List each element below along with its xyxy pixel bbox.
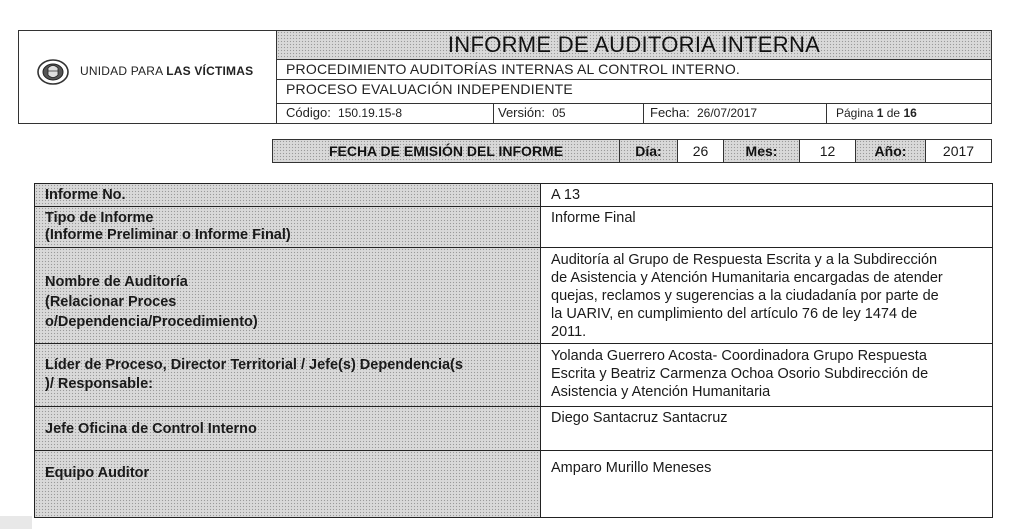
row-value: quejas, reclamos y sugerencias a la ciudadanía por parte de [551, 288, 939, 304]
page-total: 16 [903, 106, 917, 120]
row-label: Informe No. [45, 187, 126, 203]
row-value: Auditoría al Grupo de Respuesta Escrita y a la Subdirección [551, 252, 938, 268]
date-field [650, 105, 757, 120]
month-label: Mes: [723, 140, 799, 162]
table-row [35, 206, 992, 247]
meta-separator [826, 104, 827, 124]
day-label: Día: [619, 140, 677, 162]
logo-wordmark [80, 64, 253, 78]
row-label-cell [35, 207, 540, 247]
row-label-cell [35, 248, 540, 343]
header-divider [277, 103, 991, 104]
row-label-cell [35, 184, 540, 206]
code-value: 150.19.15-8 [338, 106, 403, 120]
row-label: Nombre de Auditoría [45, 274, 188, 290]
code-label: Código: [286, 105, 331, 120]
version-label: Versión: [498, 105, 545, 120]
row-label-cell [35, 407, 540, 450]
page-label: Página [836, 106, 874, 120]
month-value: 12 [799, 140, 855, 162]
row-value: 2011. [551, 324, 587, 340]
page-current: 1 [876, 106, 884, 120]
row-value: la UARIV, en cumplimiento del artículo 76 de ley 1474 de [551, 306, 918, 322]
row-value: Escrita y Beatriz Carmenza Ochoa Osorio Subdirección de [551, 366, 929, 382]
document-title: INFORME DE AUDITORIA INTERNA [447, 32, 821, 57]
row-label: Tipo de Informe [45, 210, 154, 226]
page-indicator [836, 106, 917, 120]
row-value: Asistencia y Atención Humanitaria [551, 384, 771, 400]
day-value: 26 [677, 140, 723, 162]
page-of: de [886, 106, 901, 120]
row-value-cell [540, 451, 992, 517]
row-value: Informe Final [551, 210, 636, 226]
audit-info-table [34, 183, 993, 518]
emission-date-row [272, 139, 992, 163]
row-value: Yolanda Guerrero Acosta- Coordinadora Grupo Respuesta [551, 348, 927, 364]
header-divider [277, 79, 991, 80]
logo-prefix: UNIDAD PARA [80, 64, 167, 78]
coat-of-arms-icon [36, 58, 70, 86]
procedure-name: PROCEDIMIENTO AUDITORÍAS INTERNAS AL CONTROL INTERNO. [286, 61, 740, 77]
process-name: PROCESO EVALUACIÓN INDEPENDIENTE [286, 81, 573, 97]
row-label: (Relacionar Proces [45, 294, 177, 310]
row-label: Jefe Oficina de Control Interno [45, 421, 257, 437]
row-label: o/Dependencia/Procedimiento) [45, 314, 258, 330]
row-value-cell [540, 184, 992, 206]
date-label: Fecha: [650, 105, 690, 120]
version-value: 05 [552, 106, 566, 120]
row-value-cell [540, 207, 992, 247]
header-divider [277, 59, 991, 60]
logo-emphasis: LAS VÍCTIMAS [166, 64, 254, 78]
table-row [35, 184, 992, 206]
table-row [35, 450, 992, 517]
meta-separator [643, 104, 644, 124]
row-value: de Asistencia y Atención Humanitaria encargadas de atender [551, 270, 943, 286]
row-value: Diego Santacruz Santacruz [551, 410, 728, 426]
row-label: )/ Responsable: [45, 376, 153, 392]
meta-separator [493, 104, 494, 124]
year-value: 2017 [925, 140, 991, 162]
row-label: Equipo Auditor [45, 465, 150, 481]
row-label: Líder de Proceso, Director Territorial / Jefe(s) Dependencia(s [45, 357, 463, 373]
table-row [35, 343, 992, 406]
row-label-cell [35, 344, 540, 406]
row-label-cell [35, 451, 540, 517]
row-value-cell [540, 407, 992, 450]
year-label: Año: [855, 140, 925, 162]
row-value: Amparo Murillo Meneses [551, 460, 712, 476]
table-row [35, 406, 992, 450]
row-label: (Informe Preliminar o Informe Final) [45, 227, 291, 243]
row-value-cell [540, 344, 992, 406]
code-field [286, 105, 402, 120]
table-row [35, 247, 992, 343]
row-value-cell [540, 248, 992, 343]
scan-corner-artifact [0, 516, 32, 529]
version-field [498, 105, 566, 120]
row-value: A 13 [551, 187, 581, 203]
date-value: 26/07/2017 [696, 106, 758, 120]
emission-label: FECHA DE EMISIÓN DEL INFORME [273, 140, 619, 162]
